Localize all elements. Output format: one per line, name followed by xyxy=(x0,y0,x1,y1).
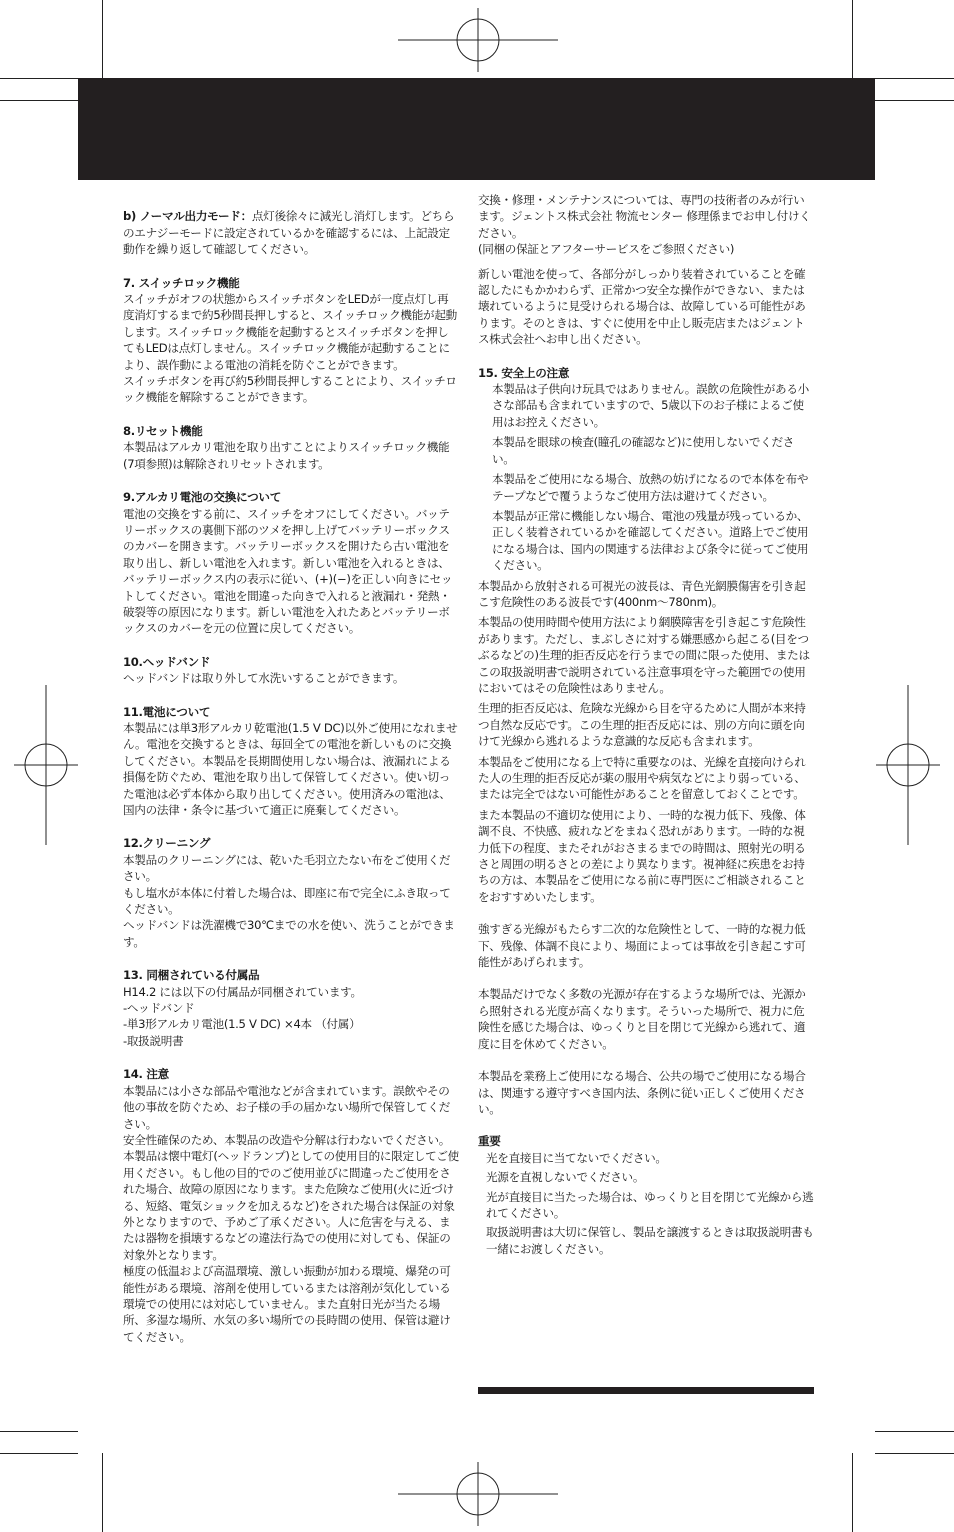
right-column xyxy=(478,192,814,1260)
body-paragraph: 本製品を業務上ご使用になる場合、公共の場でご使用になる場合は、関連する遵守すべき国内法、条例に従い正しくご使用ください。 xyxy=(478,1069,806,1116)
section-heading: 12.クリーニング xyxy=(123,836,211,851)
crop-mark xyxy=(0,78,78,79)
safety-item: 本製品を眼球の検査(瞳孔の確認など)に使用しないでください。 xyxy=(492,435,795,466)
crop-mark xyxy=(875,78,954,79)
intro-lead: b) ノーマル出力モード： xyxy=(123,209,252,224)
body-paragraph: 生理的拒否反応は、危険な光線から目を守るために人間が本来持つ自然な反応です。この生理的拒否反応には、別の方向に頭を向けて光線から逃れるような意識的な反応も含まれます。 xyxy=(478,701,806,749)
body-paragraph: 強すぎる光線がもたらす二次的な危険性として、一時的な視力低下、残像、体調不良により、場面によっては事故を引き起こす可能性があげられます。 xyxy=(478,922,806,970)
section-body: H14.2 には以下の付属品が同梱されています。 -ヘッドバンド -単3形アルカリ電池(1.5 V DC) ×4本 （付属） -取扱説明書 xyxy=(123,984,362,1048)
important-item: 光が直接目に当たった場合は、ゆっくりと目を閉じて光線から逃れてください。 xyxy=(486,1189,814,1220)
safety-item: 本製品をご使用になる場合、放熱の妨げになるので本体を布やテープなどで覆うようなご使用方法は避けてください。 xyxy=(492,472,809,503)
registration-mark-left xyxy=(14,685,78,845)
safety-item: 本製品は子供向け玩具ではありません。誤飲の危険性がある小さな部品も含まれていますので、5歳以下のお子様によるご使用はお控えください。 xyxy=(492,382,809,429)
header-bar xyxy=(78,78,875,180)
section-heading: 11.電池について xyxy=(123,704,211,719)
crop-mark xyxy=(875,1453,954,1454)
crop-mark xyxy=(0,100,78,101)
intro-paragraph xyxy=(123,192,459,258)
section-batteries xyxy=(123,704,459,819)
body-paragraph: また本製品の不適切な使用により、一時的な視力低下、残像、体調不良、不快感、疲れなどをまねく恐れがあります。一時的な視力低下の程度、またそれがおさまるまでの時間は、照射光の明るさと周囲の明るさとの差により異なります。視神経に疾患をお持ちの方は、本製品をご使用になる前に専門医にご相談されることをおすすめいたします。 xyxy=(478,807,806,904)
crop-mark xyxy=(0,1431,78,1432)
important-item: 取扱説明書は大切に保管し、製品を譲渡するときは取扱説明書も一緒にお渡しください。 xyxy=(486,1225,814,1256)
safety-item: 本製品が正常に機能しない場合、電池の残量が残っているか、正しく装着されているかを確認してください。道路上でご使用になる場合は、国内の関連する法律および条令に従ってご使用ください。 xyxy=(492,508,809,573)
section-heading: 13. 同梱されている付属品 xyxy=(123,968,260,983)
crop-mark xyxy=(0,1453,78,1454)
section-heading: 14. 注意 xyxy=(123,1067,169,1082)
section-heading: 7. スイッチロック機能 xyxy=(123,275,240,290)
section-body: 本製品には単3形アルカリ乾電池(1.5 V DC)以外ご使用になれません。電池を交換するときは、毎回全ての電池を新しいものに交換してください。本製品を長期間使用しない場合は、液漏れによる損傷を防ぐため、電池を取り出して保管してください。使い切った電池は必ず本体から取り出してください。使用済みの電池は、国内の法律・条令に基づいて適正に廃棄してください。 xyxy=(123,720,458,817)
section-safety xyxy=(478,365,814,574)
section-heading: 15. 安全上の注意 xyxy=(478,365,570,380)
body-paragraph: 本製品から放射される可視光の波長は、青色光網膜傷害を引き起こす危険性のある波長です(400nm〜780nm)。 xyxy=(478,578,806,609)
registration-mark-top xyxy=(398,8,558,72)
section-body: ヘッドバンドは取り外して水洗いすることができます。 xyxy=(123,671,405,686)
registration-mark-bottom xyxy=(398,1462,558,1526)
crop-mark xyxy=(102,0,103,78)
section-body: 電池の交換をする前に、スイッチをオフにしてください。バッテリーボックスの裏側下部のツメを押し上げてバッテリーボックスのカバーを開きます。バッテリーボックスを開けたら古い電池を取り出し、新しい電池を入れます。新しい電池を入れるときは、バッテリーボックス内の表示に従い、(+)(−)を正しい向きにセットしてください。電池を間違った向きで入れると液漏れ・発熱・破裂等の原因になります。新しい電池を入れたあとバッテリーボックスのカバーを元の位置に戻してください。 xyxy=(123,506,453,636)
crop-mark xyxy=(852,0,853,78)
section-heading: 9.アルカリ電池の交換について xyxy=(123,490,281,505)
crop-mark xyxy=(102,1453,103,1532)
section-body: 本製品はアルカリ電池を取り出すことによりスイッチロック機能(7項参照)は解除されリセットされます。 xyxy=(123,440,450,471)
section-body: 本製品には小さな部品や電池などが含まれています。誤飲やその他の事故を防ぐため、お子様の手の届かない場所で保管してください。 安全性確保のため、本製品の改造や分解は行わないでください。 本製品は懐中電灯(ヘッドランプ)としての使用目的に限定してご使用ください。もし他の目的でのご使用並びに間違ったご使用をされた場合、故障の原因になります。また危険なご使用(火に近づける、短絡、電気ショックを加えるなど)をされた場合は保証の対象外となりますので、予めご了承ください。人に危害を与える、または器物を損壊するなどの違法行為での使用に対しても、保証の対象外となります。 極度の低温および高温環境、激しい振動が加わる環境、爆発の可能性がある環境、溶剤を使用しているまたは溶剤が気化している環境での使用には対応していません。また直射日光が当たる場所、多湿な場所、水気の多い場所での長時間の使用、保管は避けてください。 xyxy=(123,1083,459,1344)
section-heading: 10.ヘッドバンド xyxy=(123,654,211,669)
crop-mark xyxy=(852,1453,853,1532)
section-battery-replacement xyxy=(123,489,459,637)
section-reset xyxy=(123,423,459,472)
important-item: 光源を直視しないでください。 xyxy=(486,1170,645,1185)
section-important xyxy=(478,1133,814,1257)
body-paragraph: 本製品だけでなく多数の光源が存在するような場所では、光源から照射される光度が高くなります。そういった場所で、視力に危険性を感じた場合は、ゆっくりと目を閉じて光線から逃れて、適度に目を休めてください。 xyxy=(478,987,806,1051)
intro-text: 点灯後徐々に減光し消灯します。どちらのエナジーモードに設定されているかを確認するには、上記設定動作を繰り返して確認してください。 xyxy=(123,209,455,257)
registration-mark-right xyxy=(876,685,940,845)
section-cleaning xyxy=(123,835,459,950)
important-item: 光を直接目に当てないでください。 xyxy=(486,1150,667,1165)
crop-mark xyxy=(875,100,954,101)
section-switch-lock xyxy=(123,275,459,406)
section-body: 本製品のクリーニングには、乾いた毛羽立たない布をご使用ください。 もし塩水が本体に付着した場合は、即座に布で完全にふき取ってください。 ヘッドバンドは洗濯機で30℃までの水を使い、洗うことができます。 xyxy=(123,852,455,949)
bottom-rule xyxy=(478,1387,814,1394)
left-column xyxy=(123,192,459,1353)
body-paragraph: 本製品をご使用になる上で特に重要なのは、光線を直接向けられた人の生理的拒否反応が薬の服用や病気などにより弱っている、または完全ではない可能性があることを留意しておくことです。 xyxy=(478,754,806,802)
section-caution xyxy=(123,1066,459,1345)
battery-paragraph: 新しい電池を使って、各部分がしっかり装着されていることを確認したにもかかわらず、正常かつ安全な操作ができない、または壊れているように見受けられる場合は、故障している可能性があります。そのときは、すぐに使用を中止し販売店またはジェントス株式会社へお申し出ください。 xyxy=(478,266,806,347)
service-paragraph: 交換・修理・メンテナンスについては、専門の技術者のみが行います。ジェントス株式会社 物流センター 修理係までお申し付けください。 (同梱の保証とアフターサービスをご参照ください) xyxy=(478,193,811,257)
body-paragraph: 本製品の使用時間や使用方法により網膜障害を引き起こす危険性があります。ただし、まぶしさに対する嫌悪感から起こる(目をつぶるなどの)生理的拒否反応を行うまでの間に限った使用、またはこの取扱説明書で説明されている注意事項を守った範囲での使用においてはその危険性はありません。 xyxy=(478,615,810,695)
section-heading: 重要 xyxy=(478,1134,501,1149)
section-heading: 8.リセット機能 xyxy=(123,423,203,438)
section-body: スイッチがオフの状態からスイッチボタンをLEDが一度点灯し再度消灯するまで約5秒間長押しすると、スイッチロック機能が起動します。スイッチロック機能を起動するとスイッチボタンを押してもLEDは点灯しません。スイッチロック機能が起動することにより、誤作動による電池の消耗を防ぐことができます。 スイッチボタンを再び約5秒間長押しすることにより、スイッチロック機能を解除することができます。 xyxy=(123,292,457,405)
section-included-accessories xyxy=(123,967,459,1049)
crop-mark xyxy=(875,1431,954,1432)
section-headband xyxy=(123,654,459,687)
